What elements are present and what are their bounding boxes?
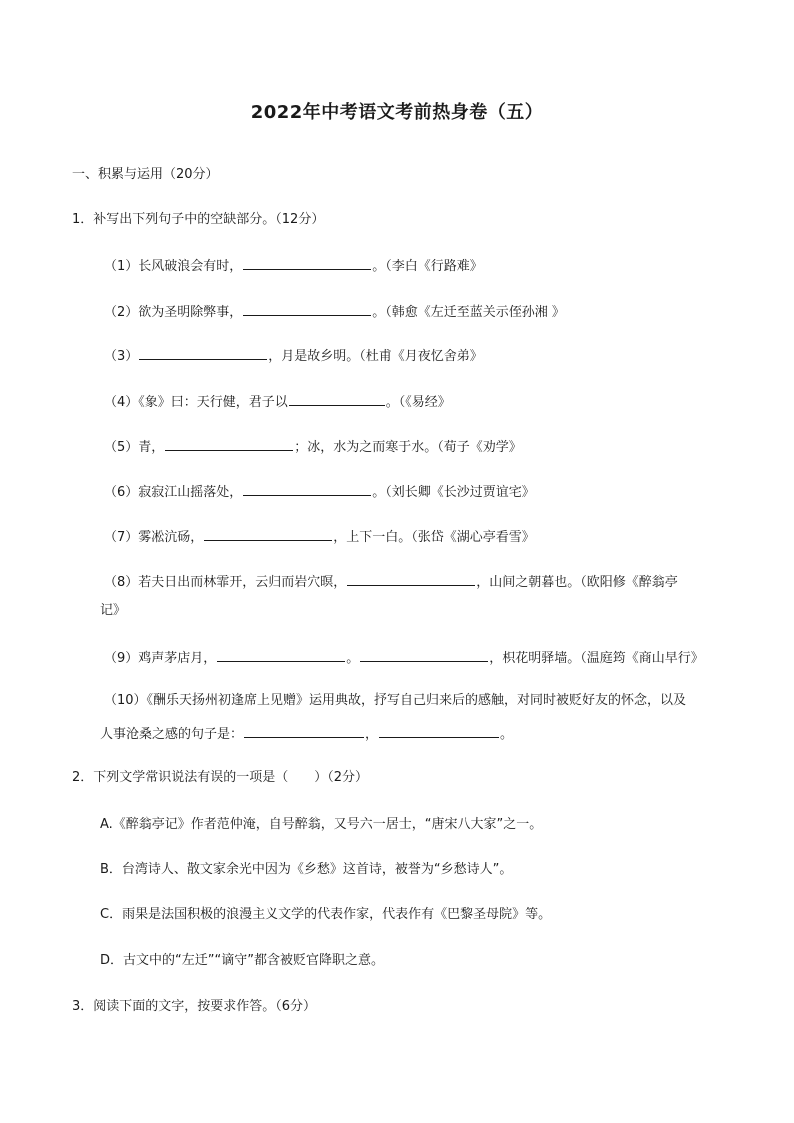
q1-item-5-suffix: ；冰，水为之而寒于水。（荀子《劝学》 <box>294 440 522 455</box>
q1-item-3-prefix: （3） <box>104 349 139 364</box>
q1-item-4-prefix: （4）《象》曰：天行健，君子以 <box>104 395 288 410</box>
q1-item-6 <box>104 482 535 502</box>
q2-option-b[interactable]: B．台湾诗人、散文家余光中因为《乡愁》这首诗，被誉为“乡愁诗人”。 <box>100 862 513 877</box>
question-1-stem: 1．补写出下列句子中的空缺部分。（12分） <box>72 212 325 227</box>
q1-item-6-prefix: （6）寂寂江山摇落处， <box>104 485 243 500</box>
q1-item-10-line2 <box>100 724 513 744</box>
q2-option-c[interactable]: C．雨果是法国积极的浪漫主义文学的代表作家，代表作有《巴黎圣母院》等。 <box>100 907 552 922</box>
q1-item-9-mid: 。 <box>346 651 360 666</box>
q1-item-1-suffix: 。（李白《行路难》 <box>372 259 483 274</box>
q1-item-10-prefix: 人事沧桑之感的句子是： <box>100 727 244 742</box>
answer-blank[interactable] <box>243 482 371 496</box>
answer-blank[interactable] <box>204 527 332 541</box>
q1-item-6-suffix: 。（刘长卿《长沙过贾谊宅》 <box>372 485 535 500</box>
q1-item-1-prefix: （1）长风破浪会有时， <box>104 259 243 274</box>
q1-item-10-line1: （10）《酬乐天扬州初逢席上见赠》运用典故，抒写自己归来后的感触，对同时被贬好友的怀念，以及 <box>104 693 687 708</box>
q1-item-2-suffix: 。（韩愈《左迁至蓝关示侄孙湘 》 <box>372 305 565 320</box>
q1-item-4-suffix: 。（《易经》 <box>385 395 451 410</box>
q1-item-8-continuation: 记》 <box>100 603 127 618</box>
q1-item-9 <box>104 648 704 668</box>
answer-blank[interactable] <box>360 648 488 662</box>
page-title: 2022年中考语文考前热身卷（五） <box>250 102 544 123</box>
answer-blank[interactable] <box>347 572 475 586</box>
q1-item-3-suffix: ，月是故乡明。（杜甫《月夜忆舍弟》 <box>268 349 483 364</box>
answer-blank[interactable] <box>243 256 371 270</box>
q1-item-8-suffix: ，山间之朝暮也。（欧阳修《醉翁亭 <box>476 575 678 590</box>
q1-item-8-prefix: （8）若夫日出而林霏开，云归而岩穴暝， <box>104 575 347 590</box>
q1-item-5 <box>104 437 522 457</box>
q1-item-10-suffix: 。 <box>500 727 514 742</box>
q1-item-7 <box>104 527 535 547</box>
answer-blank[interactable] <box>243 302 371 316</box>
q1-item-2 <box>104 302 565 322</box>
q1-item-7-prefix: （7）雾凇沆砀， <box>104 530 204 545</box>
q1-item-1 <box>104 256 483 276</box>
q1-item-9-prefix: （9）鸡声茅店月， <box>104 651 217 666</box>
q1-item-5-prefix: （5）青， <box>104 440 165 455</box>
answer-blank[interactable] <box>165 437 293 451</box>
q2-option-a[interactable]: A.《醉翁亭记》作者范仲淹，自号醉翁，又号六一居士，“唐宋八大家”之一。 <box>100 817 543 832</box>
q1-item-7-suffix: ，上下一白。（张岱《湖心亭看雪》 <box>333 530 535 545</box>
q1-item-9-suffix: ，枳花明驿墙。（温庭筠《商山早行》 <box>489 651 704 666</box>
q1-item-10-mid: ， <box>365 727 379 742</box>
q1-item-8 <box>104 572 678 592</box>
answer-blank[interactable] <box>289 392 385 406</box>
section-heading: 一、积累与运用（20分） <box>72 167 219 182</box>
question-2-stem: 2．下列文学常识说法有误的一项是（ ）（2分） <box>72 770 369 785</box>
answer-blank[interactable] <box>244 724 364 738</box>
answer-blank[interactable] <box>139 346 267 360</box>
question-3-stem: 3．阅读下面的文字，按要求作答。（6分） <box>72 999 317 1014</box>
q1-item-4 <box>104 392 451 412</box>
q1-item-2-prefix: （2）欲为圣明除弊事， <box>104 305 243 320</box>
answer-blank[interactable] <box>217 648 345 662</box>
answer-blank[interactable] <box>379 724 499 738</box>
q1-item-3 <box>104 346 483 366</box>
q2-option-d[interactable]: D．古文中的“左迁”“谪守”都含被贬官降职之意。 <box>100 953 384 968</box>
